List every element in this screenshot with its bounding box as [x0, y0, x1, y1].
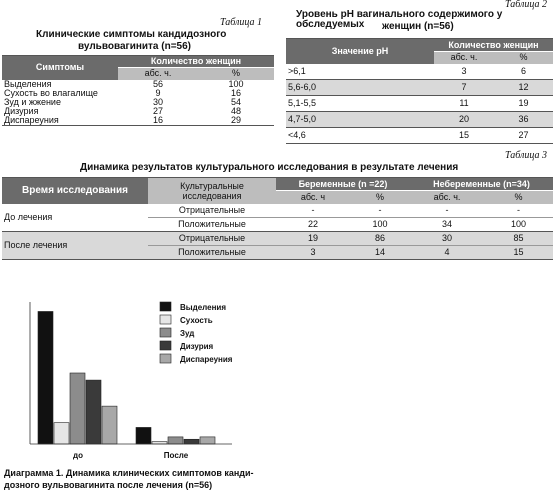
table2-title-line2: женщин (n=56) [382, 21, 454, 32]
table3-cell-preg-abs: 22 [276, 218, 350, 232]
table2-cell-ph: 4,7-5,0 [286, 112, 434, 128]
diagram1-chart [0, 290, 300, 466]
table1-cell-name: Выделения [4, 79, 52, 89]
table2-title-line1: Уровень pH вагинального содержимого у обследуемых [296, 9, 503, 30]
diagram1-caption-line1: Диаграмма 1. Динамика клинических симптомов канди- [4, 468, 254, 478]
chart-legend-label: Диспареуния [180, 355, 233, 364]
chart-legend [160, 302, 233, 364]
table3-cell-nonpreg-pct: 15 [513, 247, 524, 257]
table1-header-pct: % [198, 68, 274, 80]
table3-header-culture [148, 178, 276, 204]
chart-legend-swatch [160, 328, 171, 337]
chart-bar [54, 423, 69, 444]
chart-bar [38, 311, 53, 444]
table2-cell-ph: >6,1 [286, 64, 434, 80]
table3-cell-nonpreg-pct: 100 [484, 218, 553, 232]
chart-legend-label: Сухость [180, 316, 213, 325]
table3-header-pct2: % [484, 191, 553, 204]
table1-label: Таблица 1 [220, 17, 262, 28]
table2-header-pct: % [494, 52, 553, 64]
table-row [286, 80, 553, 96]
diagram1-caption-line2: дозного вульвовагинита после лечения (n=56) [4, 480, 213, 490]
chart-legend-label: Выделения [180, 303, 226, 312]
table1-cell-abs: 27 [152, 106, 163, 116]
table3-header-pregnant: Беременные (n =22) [276, 178, 410, 191]
table3-title: Динамика результатов культурального исследования в результате лечения [80, 162, 459, 173]
table2-cell-abs: 3 [434, 64, 494, 80]
table3 [2, 177, 553, 260]
table3-header-culture-line1: Культуральные [180, 180, 244, 191]
table1-cell-name: Сухость во влагалище [4, 88, 98, 98]
table1 [2, 55, 274, 126]
table2-cell-abs: 7 [434, 80, 494, 96]
table3-cell-culture: Отрицательные [148, 204, 276, 218]
table2-cell-abs: 20 [434, 112, 494, 128]
table-row [286, 64, 553, 80]
table3-cell-nonpreg-abs: 4 [444, 247, 450, 257]
table1-cell-pct: 100 [228, 79, 244, 89]
table1-cell-abs: 56 [152, 79, 163, 89]
table2-cell-pct: 36 [494, 112, 553, 128]
table3-cell-preg-abs: - [276, 204, 350, 218]
table-row [2, 80, 274, 89]
table1-title-line1: Клинические симптомы кандидозного [36, 29, 227, 40]
table3-cell-nonpreg-abs: 34 [410, 218, 484, 232]
chart-x-tick-label: После [163, 451, 189, 460]
chart-x-tick-label: до [73, 451, 83, 460]
table3-cell-nonpreg-abs: - [410, 204, 484, 218]
chart-bar [184, 439, 199, 444]
table2-header-count: Количество женщин [434, 39, 553, 52]
table2-cell-ph: 5,1-5,5 [286, 96, 434, 112]
table-row [2, 98, 274, 107]
table1-header-symptoms: Симптомы [2, 56, 118, 80]
table3-cell-preg-pct: 14 [375, 247, 386, 257]
table3-header-time: Время исследования [2, 178, 148, 204]
table1-cell-abs: 16 [152, 115, 163, 125]
table2-cell-ph: 5,6-6,0 [286, 80, 434, 96]
chart-legend-swatch [160, 341, 171, 350]
table3-cell-time: После лечения [2, 232, 148, 260]
table2-cell-pct: 19 [494, 96, 553, 112]
table1-cell-name: Зуд и жжение [4, 97, 61, 107]
table1-header-count: Количество женщин [118, 56, 274, 68]
chart-x-ticks [73, 451, 189, 460]
chart-bar [168, 437, 183, 444]
table1-title-line2: вульвовагинита (n=56) [78, 41, 191, 52]
table3-cell-nonpreg-abs: 30 [410, 232, 484, 246]
table2 [286, 38, 553, 144]
table3-cell-preg-pct: 100 [350, 218, 410, 232]
table3-cell-preg-abs: 19 [276, 232, 350, 246]
table2-cell-pct: 12 [494, 80, 553, 96]
table2-cell-abs: 11 [434, 96, 494, 112]
chart-bar [70, 373, 85, 444]
table3-header-nonpregnant: Небеременные (n=34) [410, 178, 553, 191]
table1-cell-pct: 16 [231, 88, 242, 98]
table2-header-abs: абс. ч. [434, 52, 494, 64]
table3-label: Таблица 3 [505, 150, 547, 161]
table-row [2, 204, 553, 218]
table2-cell-abs: 15 [458, 130, 469, 140]
table1-cell-pct: 54 [231, 97, 242, 107]
chart-legend-swatch [160, 354, 171, 363]
table2-cell-ph: <4,6 [288, 130, 306, 140]
chart-legend-label: Дизурия [180, 342, 214, 351]
chart-legend-swatch [160, 315, 171, 324]
table-row [2, 89, 274, 98]
table3-cell-culture: Отрицательные [148, 232, 276, 246]
table3-header-abs1: абс. ч [276, 191, 350, 204]
table-row [286, 128, 553, 144]
table3-cell-time: До лечения [2, 204, 148, 232]
table-row [2, 116, 274, 126]
table3-cell-nonpreg-pct: - [484, 204, 553, 218]
table1-cell-abs: 9 [155, 88, 161, 98]
table3-cell-preg-abs: 3 [310, 247, 316, 257]
table1-cell-pct: 29 [231, 115, 242, 125]
chart-bar [136, 427, 151, 444]
table3-cell-preg-pct: 86 [350, 232, 410, 246]
table2-header-ph: Значение pH [286, 39, 434, 64]
table2-label: Таблица 2 [505, 0, 547, 10]
table-row [2, 107, 274, 116]
table3-cell-culture: Положительные [148, 218, 276, 232]
table-row [2, 232, 553, 246]
table-row [286, 112, 553, 128]
table3-header-abs2: абс. ч. [410, 191, 484, 204]
table3-cell-nonpreg-pct: 85 [484, 232, 553, 246]
chart-legend-swatch [160, 302, 171, 311]
table3-header-culture-line2: исследования [182, 190, 242, 201]
table2-cell-pct: 27 [518, 130, 529, 140]
table1-cell-pct: 48 [231, 106, 242, 116]
chart-bar [102, 406, 117, 444]
chart-bar [200, 437, 215, 444]
table3-cell-preg-pct: - [350, 204, 410, 218]
table2-cell-pct: 6 [494, 64, 553, 80]
table1-header-abs: абс. ч. [118, 68, 198, 80]
table3-cell-culture: Положительные [178, 247, 246, 257]
table1-cell-abs: 30 [152, 97, 163, 107]
table-row [286, 96, 553, 112]
chart-legend-label: Зуд [180, 329, 195, 338]
table1-cell-name: Диспареуния [4, 115, 59, 125]
table1-cell-name: Дизурия [4, 106, 39, 116]
table3-header-pct1: % [350, 191, 410, 204]
chart-bar [86, 380, 101, 444]
